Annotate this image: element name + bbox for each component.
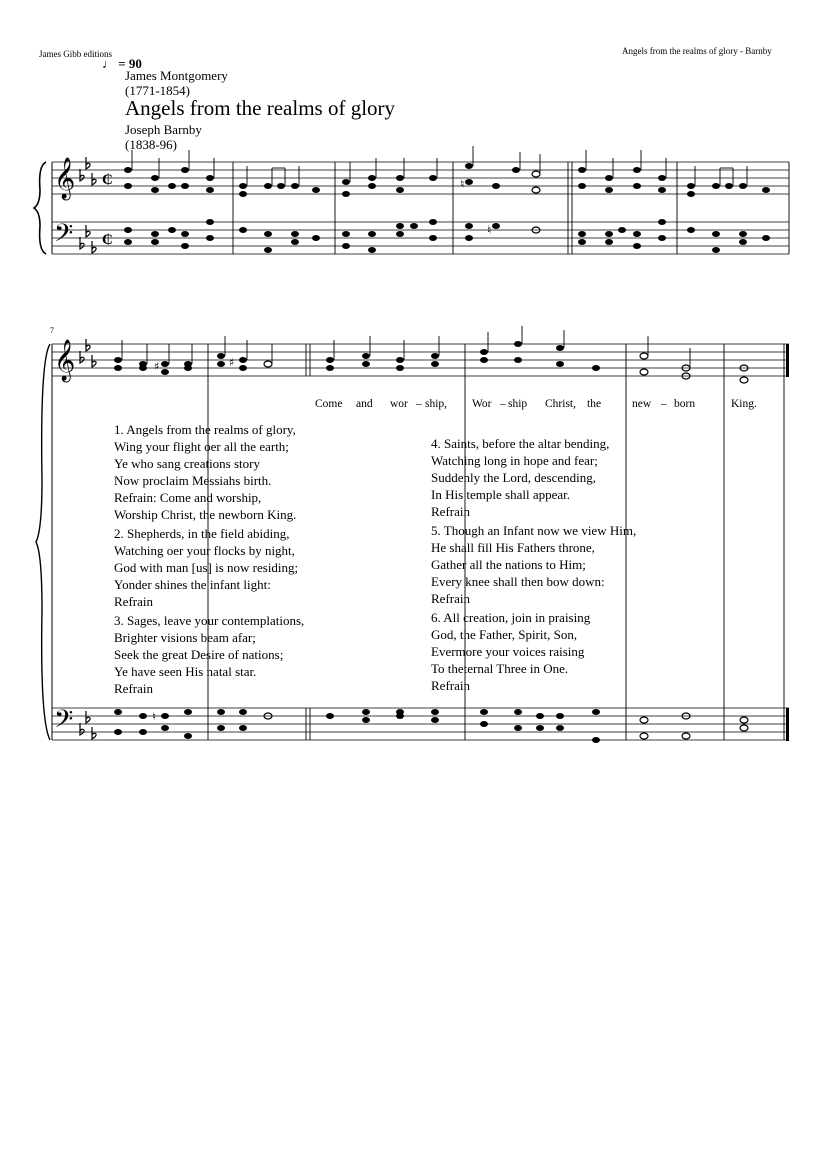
bass-staff-1 [52,222,789,254]
lyric-syllable: Wor [472,398,492,410]
lyric-hyphen: – [661,398,667,410]
verse-line: 2. Shepherds, in the field abiding, [114,526,290,541]
verse-line: 3. Sages, leave your contemplations, [114,613,305,628]
verse-line: Brighter visions beam afar; [114,630,256,645]
verse-block [114,421,304,523]
verse-block [431,435,636,520]
key-signature-flats-treble [80,339,96,367]
lyricist: James Montgomery [125,68,228,83]
verse-line: 1. Angels from the realms of glory, [114,422,296,437]
lyric-syllable: ship [508,398,528,410]
measure-number: 7 [50,326,54,335]
verse-line: Watching oer your flocks by night, [114,543,295,558]
treble-clef-icon: 𝄞 [54,340,76,381]
verse-line: Ye who sang creations story [114,456,260,471]
verses-right-column [431,435,636,696]
verse-block [431,522,636,607]
treble-notes-1 [124,163,770,197]
verse-line: Ye have seen His natal star. [114,664,257,679]
natural-sign-icon: ♮ [152,710,156,723]
quarter-note-icon: ♩ [102,56,115,71]
verse-line: Suddenly the Lord, descending, [431,470,596,485]
verse-line: Refrain [431,591,470,606]
verse-line: Refrain [114,594,153,609]
tempo-value: = 90 [118,56,142,71]
verse-block [431,609,636,694]
verse-line: Seek the great Desire of nations; [114,647,284,662]
composer-dates: (1838-96) [125,137,177,152]
lyric-syllable: and [356,398,373,410]
verse-line: In His temple shall appear. [431,487,570,502]
lyric-syllable: King. [731,398,757,410]
sharp-sign-icon: ♯ [154,360,160,373]
running-title: Angels from the realms of glory - Barnby [622,46,772,56]
lyric-syllable: the [587,398,602,410]
lyric-syllable: wor [390,398,408,410]
verse-block [114,612,304,697]
key-signature-flats-treble [80,157,96,185]
verse-line: Refrain: Come and worship, [114,490,262,505]
verse-line: To theternal Three in One. [431,661,569,676]
verse-line: Every knee shall then bow down: [431,574,605,589]
lyric-syllable: born [674,398,696,410]
publisher-name: James Gibb editions [39,49,112,59]
verse-line: Refrain [431,678,470,693]
treble-clef-icon: 𝄞 [54,158,76,199]
key-signature-flats-bass [80,225,96,253]
treble-staff-1 [52,162,789,194]
natural-sign-icon: ♮ [487,223,492,237]
page-title: Angels from the realms of glory [125,96,396,120]
lyric-hyphen: – [500,398,506,410]
verse-line: Yonder shines the infant light: [114,577,271,592]
lyric-hyphen: – [416,398,422,410]
bass-staff-2 [52,708,789,740]
cut-time-icon: ₵ [102,172,113,188]
verse-block [114,525,304,610]
verse-line: Now proclaim Messiahs birth. [114,473,272,488]
verse-line: 5. Though an Infant now we view Him, [431,523,637,538]
key-signature-flats-bass [80,711,96,739]
verse-line: 6. All creation, join in praising [431,610,591,625]
composer: Joseph Barnby [125,122,202,137]
verse-line: Worship Christ, the newborn King. [114,507,297,522]
system-1 [34,146,789,254]
verse-line: God with man [us] is now residing; [114,560,299,575]
lyric-syllable: ship, [425,398,448,410]
lyric-syllable: Come [315,398,343,410]
grand-staff-brace [36,344,50,740]
lyricist-dates: (1771-1854) [125,83,190,98]
lyric-syllable: Christ, [545,398,576,410]
bass-clef-icon: 𝄢 [54,705,74,740]
verse-line: Watching long in hope and fear; [431,453,598,468]
bass-clef-icon: 𝄢 [54,219,74,254]
verse-line: Evermore your voices raising [431,644,585,659]
verse-line: Gather all the nations to Him; [431,557,586,572]
grand-staff-brace [34,162,46,254]
verse-line: 4. Saints, before the altar bending, [431,436,610,451]
verse-line: He shall fill His Fathers throne, [431,540,595,555]
treble-half-notes-1 [532,171,540,193]
verse-line: Wing your flight oer all the earth; [114,439,289,454]
sharp-sign-icon: ♯ [229,356,235,369]
verse-line: Refrain [431,504,470,519]
lyric-syllable: new [632,398,652,410]
verse-line: God, the Father, Spirit, Son, [431,627,578,642]
bass-notes-1 [124,219,770,253]
cut-time-icon: ₵ [102,232,113,248]
verse-line: Refrain [114,681,153,696]
verses-left-column [114,421,304,699]
natural-sign-icon: ♮ [460,177,465,191]
